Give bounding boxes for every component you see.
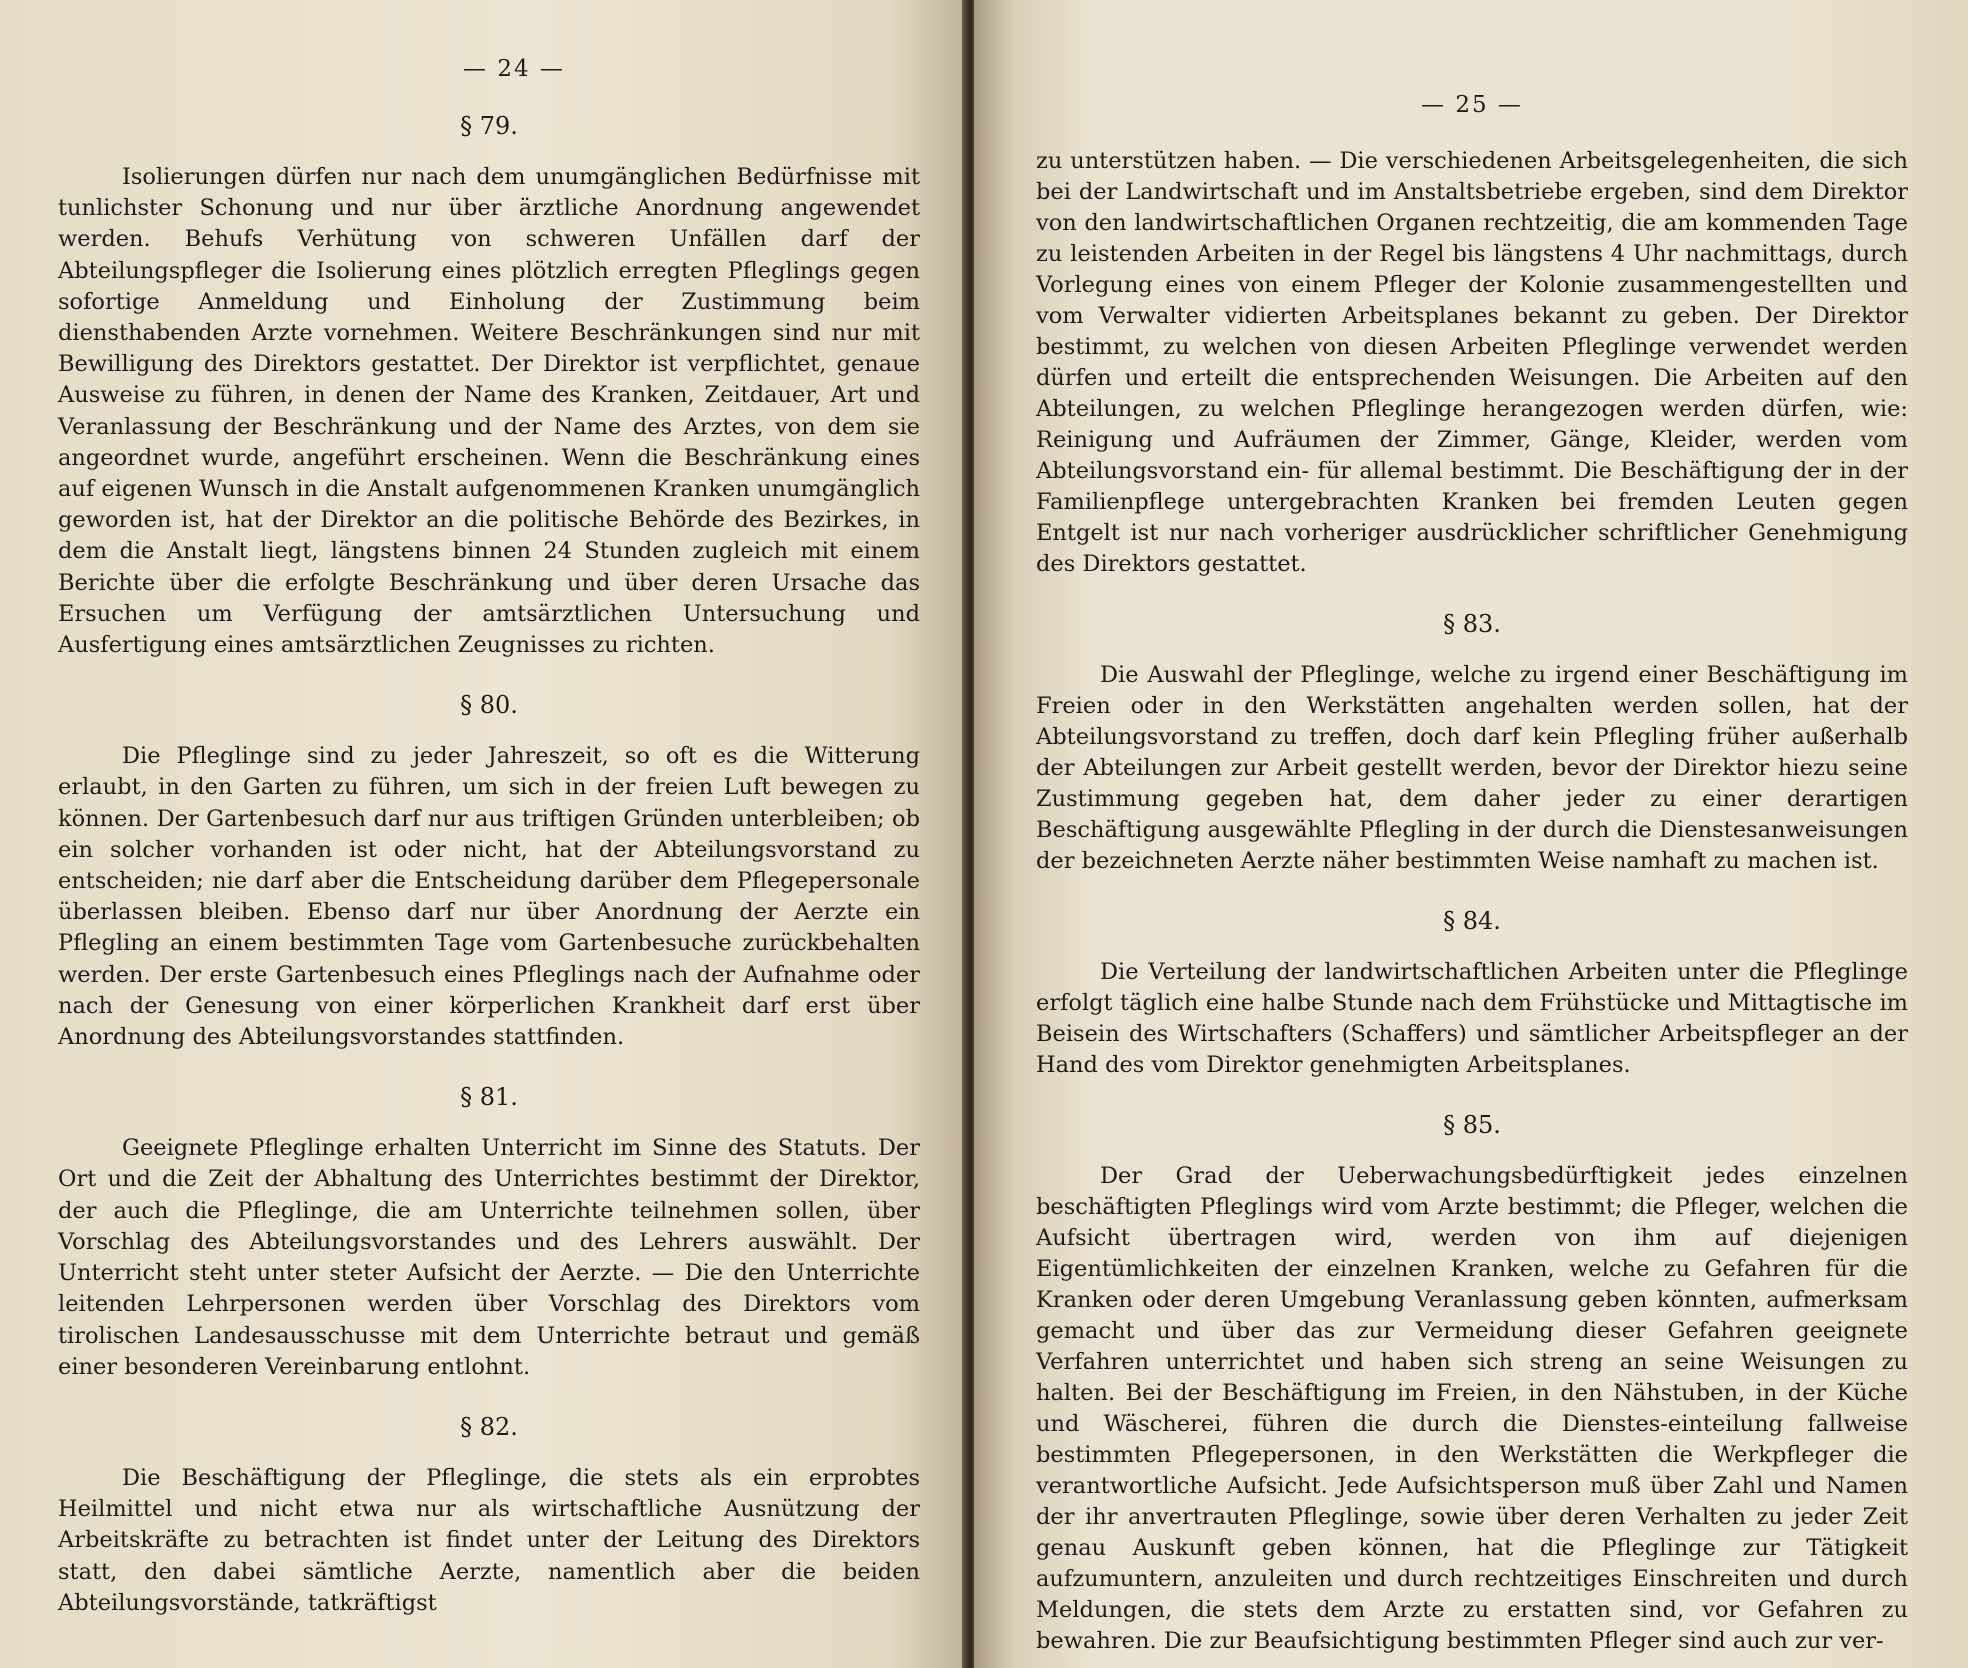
left-page (0, 0, 966, 1668)
section-paragraph: Geeignete Pfleglinge erhalten Unterricht im Sinne des Statuts. Der Ort und die Zeit der Abhaltung des Unterrichtes bestimmt der Direktor, der auch die Pfleglinge, die am Unterrichte teilnehmen sollen, über Vorschlag des Abteilungsvorstandes und des Lehrers auswählt. Der Unterricht steht unter steter Aufsicht der Aerzte. — Die den Unterrichte leitenden Lehrpersonen werden über Vorschlag des Direktors vom tirolischen Landesausschusse mit dem Unterrichte betraut und gemäß einer besonderen Vereinbarung entlohnt. (58, 1135, 920, 1380)
section-paragraph: Die Verteilung der landwirtschaftlichen Arbeiten unter die Pfleglinge erfolgt täglich eine halbe Stunde nach dem Frühstücke und Mittagtische im Beisein des Wirtschafters (Schaffers) und sämtlicher Arbeitspfleger an der Hand des vom Direktor genehmigten Arbeitsplanes. (1036, 959, 1908, 1078)
section-heading: § 80. (460, 691, 518, 720)
section-paragraph: Die Beschäftigung der Pfleglinge, die stets als ein erprobtes Heilmittel und nicht etwa nur als wirtschaftliche Ausnützung der Arbeitskräfte zu betrachten ist findet unter der Leitung des Direktors statt, den dabei sämtliche Aerzte, namentlich aber die beiden Abteilungsvorstände, tatkräftigst (58, 1464, 920, 1616)
section-paragraph: Der Grad der Ueberwachungsbedürftigkeit jedes einzelnen beschäftigten Pfleglings wird vom Arzte bestimmt; die Pfleger, welchen die Aufsicht übertragen wird, werden von ihm auf diejenigen Eigentümlichkeiten der einzelnen Kranken, welche zu Gefahren für die Kranken oder deren Umgebung Veranlassung geben könnten, aufmerksam gemacht und über das zur Vermeidung dieser Gefahren geeignete Verfahren unterrichtet und haben sich streng an seine Weisungen zu halten. Bei der Beschäftigung im Freien, in den Nähstuben, in der Küche und Wäscherei, führen die durch die Dienstes-einteilung fallweise bestimmten Pflegepersonen, in den Werkstätten die Werkpfleger die verantwortliche Aufsicht. Jede Aufsichtsperson muß über Zahl und Namen der ihr anvertrauten Pfleglinge, sowie über deren Verhalten zu jeder Zeit genau Auskunft geben können, hat die Pfleglinge zur Tätigkeit aufzumuntern, anzuleiten und durch rechtzeitiges Einschreiten und durch Meldungen, die stets dem Arzte zu erstatten sind, vor Gefahren zu bewahren. Die zur Beaufsichtigung bestimmten Pfleger sind auch zur ver- (1036, 1163, 1908, 1654)
right-page (974, 0, 1968, 1668)
section-heading: § 79. (460, 112, 518, 140)
section-heading: § 85. (1443, 1111, 1501, 1139)
section-paragraph: Die Pfleglinge sind zu jeder Jahreszeit, so oft es die Witterung erlaubt, in den Garten zu führen, um sich in der freien Luft bewegen zu können. Der Gartenbesuch darf nur aus triftigen Gründen unterbleiben; ob ein solcher vorhanden ist oder nicht, hat der Abteilungsvorstand zu entscheiden; nie darf aber die Entscheidung darüber dem Pflegepersonale überlassen bleiben. Ebenso darf nur über Anordnung der Aerzte ein Pflegling an einem bestimmten Tage vom Gartenbesuche zurückbehalten werden. Der erste Gartenbesuch eines Pfleglings nach der Aufnahme oder nach der Genesung von einer körperlichen Krankheit darf erst über Anordnung des Abteilungsvorstandes stattfinden. (58, 743, 920, 1051)
continued-paragraph: zu unterstützen haben. — Die verschiedenen Arbeitsgelegenheiten, die sich bei der Landwirtschaft und im Anstaltsbetriebe ergeben, sind dem Direktor von den landwirtschaftlichen Organen rechtzeitig, die am kommenden Tage zu leistenden Arbeiten in der Regel bis längstens 4 Uhr nachmittags, durch Vorlegung eines von einem Pfleger der Kolonie zusammengestellten und vom Verwalter vidierten Arbeitsplanes bekannt zu geben. Der Direktor bestimmt, zu welchen von diesen Arbeiten Pfleglinge verwendet werden dürfen und erteilt die entsprechenden Weisungen. Die Arbeiten auf den Abteilungen, zu welchen Pfleglinge herangezogen werden dürfen, wie: Reinigung und Aufräumen der Zimmer, Gänge, Kleider, werden vom Abteilungsvorstand ein- für allemal bestimmt. Die Beschäftigung der in der Familienpflege untergebrachten Kranken bei fremden Leuten gegen Entgelt ist nur nach vorheriger ausdrücklicher schriftlicher Genehmigung des Direktors gestattet. (1036, 148, 1908, 577)
section-heading: § 83. (1443, 610, 1501, 638)
page-number: — 25 — (1421, 92, 1523, 118)
section-heading: § 82. (460, 1412, 518, 1441)
page-number: — 24 — (463, 56, 565, 82)
section-paragraph: Isolierungen dürfen nur nach dem unumgänglichen Bedürfnisse mit tunlichster Schonung und nur über ärztliche Anordnung angewendet werden. Behufs Verhütung von schweren Unfällen darf der Abteilungspfleger die Isolierung eines plötzlich erregten Pfleglings gegen sofortige Anmeldung und Einholung der Zustimmung beim diensthabenden Arzte vornehmen. Weitere Beschränkungen sind nur mit Bewilligung des Direktors gestattet. Der Direktor ist verpflichtet, genaue Ausweise zu führen, in denen der Name des Kranken, Zeitdauer, Art und Veranlassung der Beschränkung und der Name des Arztes, von dem sie angeordnet wurde, angeführt erscheinen. Wenn die Beschränkung eines auf eigenen Wunsch in die Anstalt aufgenommenen Kranken unumgänglich geworden ist, hat der Direktor an die politische Behörde des Bezirkes, in dem die Anstalt liegt, längstens binnen 24 Stunden zugleich mit einem Berichte über die erfolgte Beschränkung und über deren Ursache das Ersuchen um Verfügung der amtsärztlichen Untersuchung und Ausfertigung eines amtsärztlichen Zeugnisses zu richten. (58, 164, 920, 659)
section-paragraph: Die Auswahl der Pfleglinge, welche zu irgend einer Beschäftigung im Freien oder in den Werkstätten angehalten werden sollen, hat der Abteilungsvorstand zu treffen, doch darf kein Pflegling früher außerhalb der Abteilungen zur Arbeit gestellt werden, bevor der Direktor hiezu seine Zustimmung gegeben hat, dem daher jeder zu einer derartigen Beschäftigung ausgewählte Pflegling in der durch die Dienstesanweisungen der bezeichneten Aerzte näher bestimmten Weise namhaft zu machen ist. (1036, 662, 1908, 874)
section-heading: § 84. (1443, 907, 1501, 935)
section-heading: § 81. (460, 1083, 518, 1112)
